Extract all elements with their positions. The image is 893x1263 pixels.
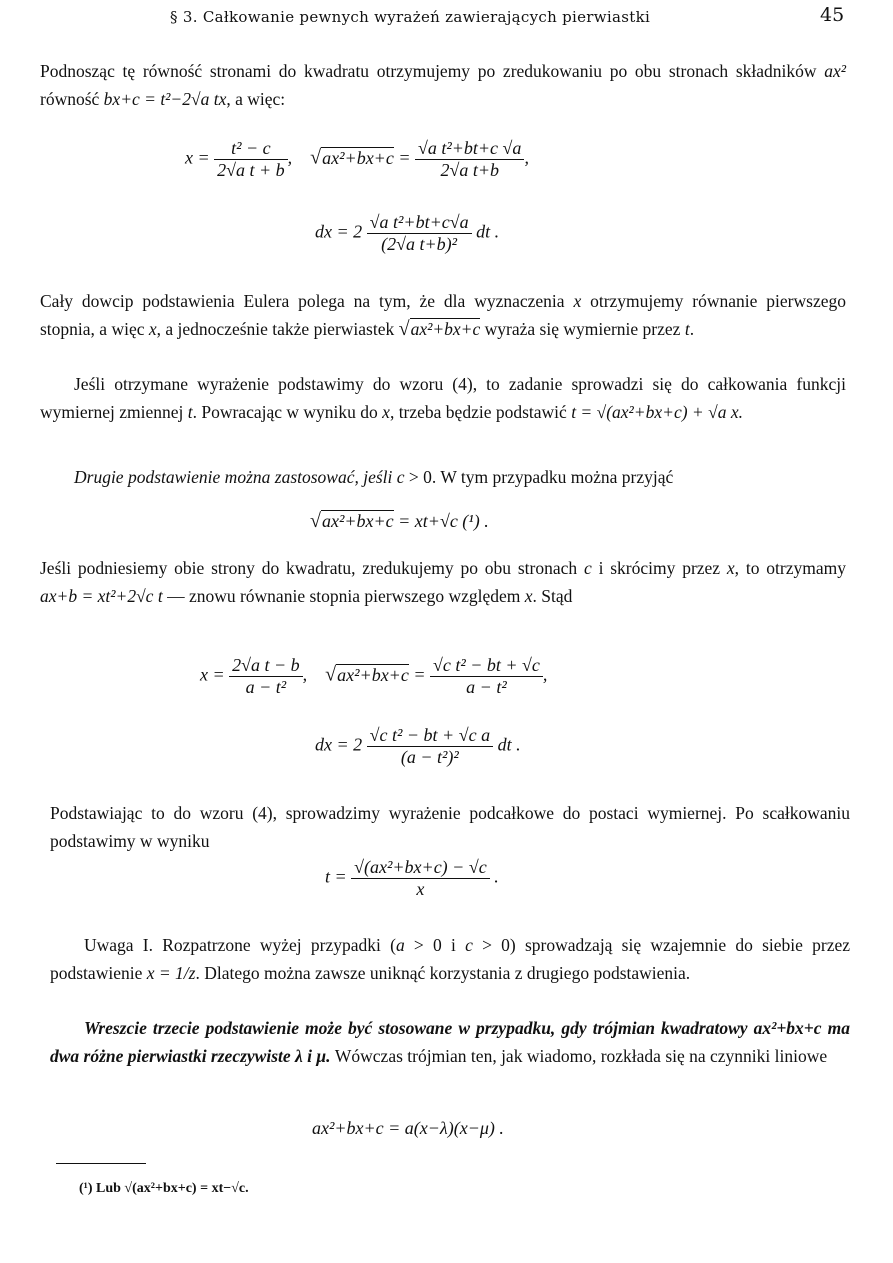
paragraph-5 [40,555,846,610]
text: Wówczas trójmian ten, jak wiadomo, rozkłada się na czynniki liniowe [330,1045,828,1066]
math-inline: x = 1/z [146,962,196,983]
denominator: 2√a t + b [217,160,285,180]
fraction [430,655,543,698]
sqrt-sign: √ [398,317,410,340]
equation-4: x = $\frac{\text{2√a t − b}}{\text{a − t²}}$ , √ax²+bx+c = $\frac{\text{√c t² − bt + √c}}{\text{a − t²}}$ , [200,655,548,697]
text: , trzeba będzie podstawić [389,401,572,422]
equation-3 [310,510,489,533]
numerator: √(ax²+bx+c) − √c [351,857,490,879]
text-italic: Wreszcie trzecie podstawienie może być stosowane w przypadku, gdy trójmian kwadratowy [84,1018,754,1038]
text-italic: ma dwa różne pierwiastki rzeczywiste λ i μ. [50,1018,850,1066]
text: > 0) sprowadzają się wzajemnie do siebie przez podstawienie [50,935,851,983]
text: . Dlatego można zawsze uniknąć korzystania z drugiego podstawienia. [195,962,691,983]
paragraph-1 [40,58,846,113]
text: otrzymujemy równanie pierwszego stopnia, a więc [40,291,846,339]
equation-5 [315,725,521,768]
text: równość [40,88,104,109]
fraction [367,212,472,255]
fraction [367,725,493,768]
text: Podnosząc tę równość stronami do kwadratu otrzymujemy po zredukowaniu po obu stronach składników [40,61,825,81]
text: , a więc: [226,88,286,109]
paragraph-6 [50,800,850,855]
eq-tail: dt . [476,221,500,242]
numerator: √c t² − bt + √c a [367,725,493,747]
math-inline: c [583,558,592,578]
eq-lhs: x = [200,664,225,685]
sqrt-sign: √ [310,510,321,532]
numerator: 2√a t − b [229,655,303,677]
remark-label: Uwaga I. [84,935,153,955]
text: Jeśli otrzymane wyrażenie podstawimy do wzoru (4), to zadanie sprowadzi się do całkowania funkcji wymiernej zmiennej [40,374,846,422]
math-inline: bx+c = t²−2√a tx [103,88,227,109]
text: . Stąd [532,585,573,606]
radicand: ax²+bx+c [337,664,409,685]
math-inline: t [684,318,690,339]
equation-text: ax²+bx+c = a(x−λ)(x−μ) . [312,1118,504,1138]
math-inline: ax²+bx+c [410,318,481,339]
math-inline: ax²+bx+c [753,1018,822,1038]
paragraph-4 [40,464,846,492]
eq-rhs: = xt+√c (¹) . [398,511,489,531]
text: wyraża się wymiernie przez [480,318,685,339]
math-inline: c [465,935,473,955]
equation-2 [315,212,499,255]
paragraph-8 [50,1015,850,1070]
paragraph-3 [40,371,846,426]
denominator: (2√a t+b)² [381,234,458,254]
eq-lhs: t = [325,866,347,887]
text: Jeśli podniesiemy obie strony do kwadratu, zredukujemy po obu stronach [40,558,584,578]
numerator: √c t² − bt + √c [430,655,543,677]
text: — znowu równanie stopnia pierwszego względem [162,585,525,606]
paragraph-2: Cały dowcip podstawienia Eulera polega na tym, że dla wyznaczenia x otrzymujemy równanie pierwszego stopnia, a więc x, a jednocześnie także pierwiastek √ax²+bx+c wyraża się wymiernie przez t. [40,291,846,340]
text: Cały dowcip podstawienia Eulera polega na tym, że dla wyznaczenia [40,291,574,311]
text: . Powracając w wyniku do [192,401,383,422]
eq-tail: dt . [497,734,521,755]
equation-6: t = $\frac{\text{√(ax²+bx+c) − √c}}{x}$ . [325,857,499,899]
radicand: ax²+bx+c [322,147,394,168]
text-italic: Drugie podstawienie można zastosować, jeśli c [74,467,405,487]
text: i skrócimy przez [591,558,727,578]
math-inline: x [573,291,582,311]
sqrt-sign: √ [325,663,337,686]
math-inline: x [726,558,735,578]
fraction [229,655,303,698]
equation-1: x = $\frac{\text{t² − c}}{\text{2√a t + b}}$ , √ax²+bx+c = $\frac{\text{√a t²+bt+c √a}}{\text{2√a t+b}}$ , [185,138,529,180]
fraction [214,138,288,181]
denominator: 2√a t+b [440,160,499,180]
math-inline: ax+b = xt²+2√c t [40,585,163,606]
math-inline: x [148,318,157,339]
text: , a jednocześnie także pierwiastek [156,318,399,339]
math-inline: t [187,401,193,422]
denominator: x [416,879,425,899]
footnote-divider [56,1163,146,1164]
page-number: 45 [820,4,845,26]
fraction [415,138,524,181]
numerator: √a t²+bt+c √a [415,138,524,160]
math-inline: ax² [824,61,846,81]
text: Podstawiając to do wzoru (4), sprowadzimy wyrażenie podcałkowe do postaci wymiernej. Po scałkowaniu podstawimy w wyniku [50,803,850,851]
paragraph-7 [50,932,850,987]
denominator: a − t² [466,677,507,697]
running-title: § 3. Całkowanie pewnych wyrażeń zawierających pierwiastki [170,8,651,26]
eq-lhs: dx = 2 [315,734,363,755]
math-inline: x [382,401,390,422]
denominator: a − t² [245,677,287,697]
radicand: ax²+bx+c [321,511,394,531]
text: > 0. W tym przypadku można przyjąć [404,467,674,487]
denominator: (a − t²)² [400,747,459,767]
text: > 0 i [404,935,466,955]
math-inline: a [395,935,405,955]
footnote: (¹) Lub √(ax²+bx+c) = xt−√c. [79,1181,249,1196]
math-inline: t = √(ax²+bx+c) + √a x. [571,401,743,422]
numerator: √a t²+bt+c√a [367,212,472,234]
eq-lhs: dx = 2 [315,221,363,242]
math-inline: x [524,585,533,606]
fraction [351,857,490,900]
text: Rozpatrzone wyżej przypadki ( [153,935,396,955]
text: , to otrzymamy [734,558,846,578]
numerator: t² − c [214,138,288,160]
equation-7 [312,1118,504,1139]
sqrt-sign: √ [310,146,322,169]
eq-lhs: x = [185,147,210,168]
